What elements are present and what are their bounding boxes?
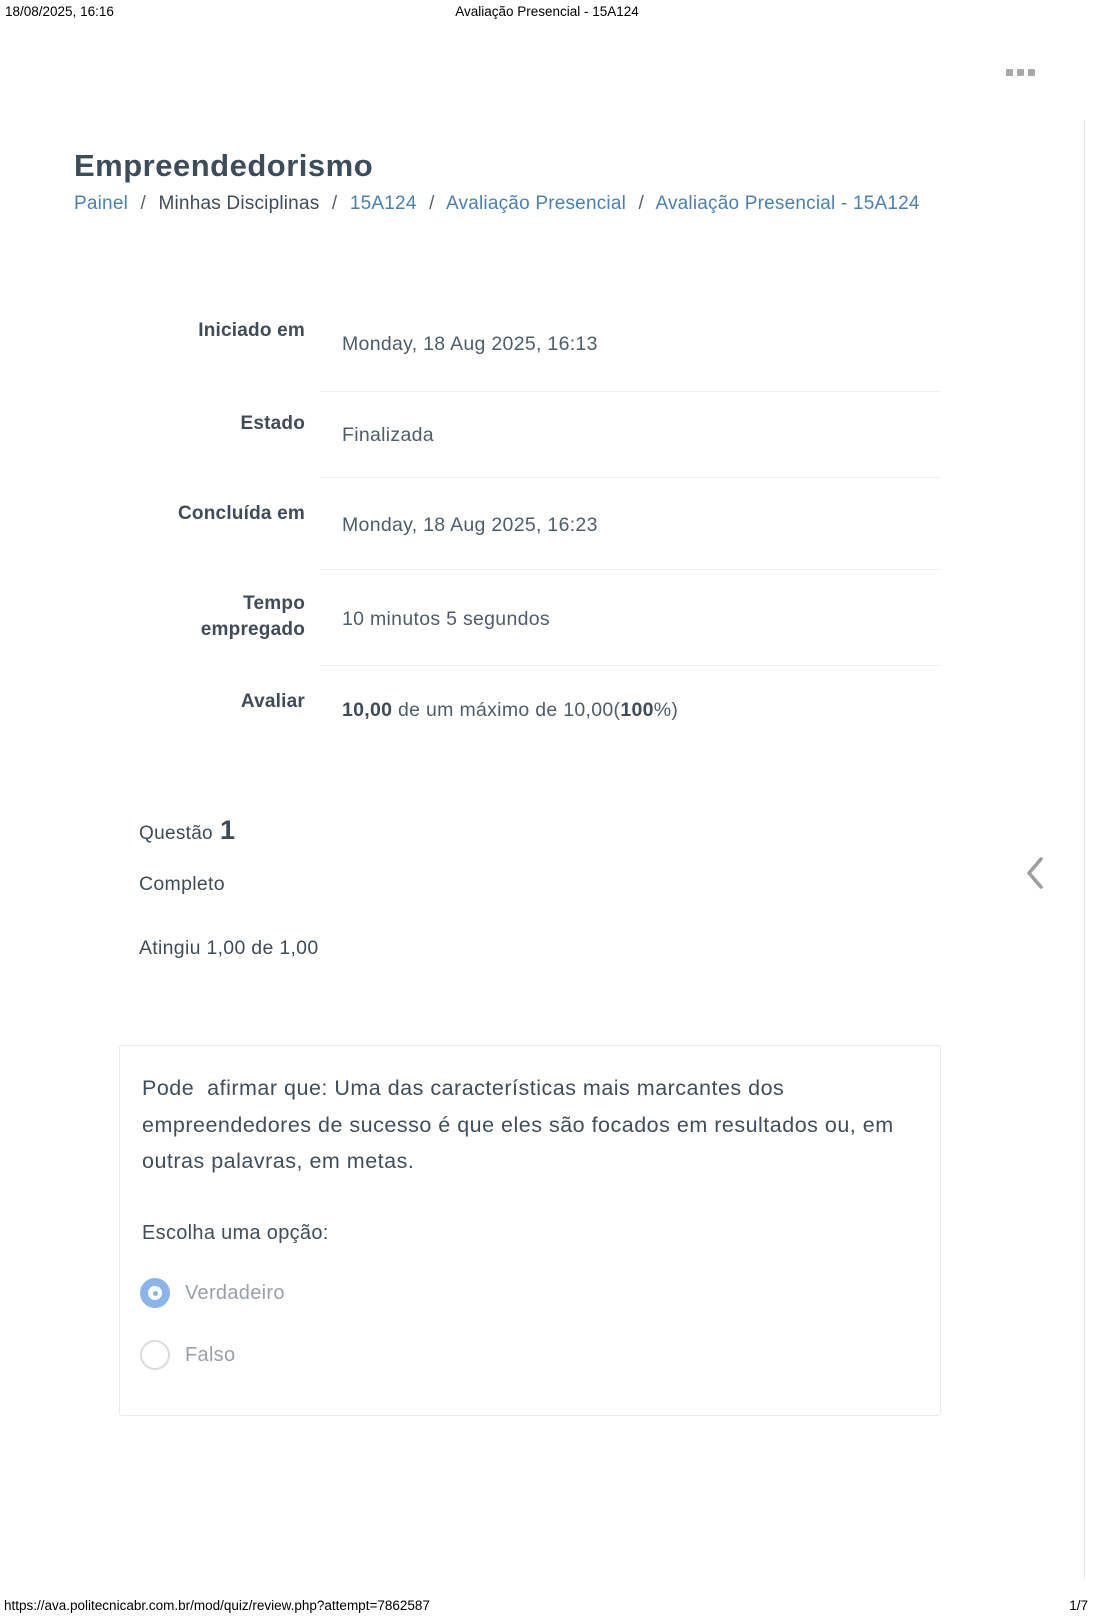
question-box: [119, 1045, 941, 1416]
breadcrumb-link-painel[interactable]: Painel: [74, 193, 129, 214]
summary-value-estado: Finalizada: [342, 424, 434, 446]
summary-value-avaliar: 10,00 de um máximo de 10,00(100%): [342, 699, 679, 721]
question-number: 1: [219, 815, 235, 845]
summary-label-concluida-em: Concluída em: [178, 503, 305, 524]
breadcrumb-link-avaliacao-presencial-15a124[interactable]: Avaliação Presencial - 15A124: [655, 193, 920, 214]
answer-prompt: Escolha uma opção:: [142, 1222, 329, 1244]
ellipsis-menu-icon[interactable]: [1006, 69, 1035, 76]
breadcrumb-separator: /: [140, 193, 146, 214]
breadcrumb-separator: /: [638, 193, 644, 214]
print-header-title: Avaliação Presencial - 15A124: [455, 4, 639, 19]
question-word: Questão: [139, 823, 213, 844]
summary-divider: [320, 569, 941, 570]
grade-percent: 100: [620, 699, 654, 721]
question-grade: Atingiu 1,00 de 1,00: [139, 937, 319, 959]
breadcrumb-separator: /: [429, 193, 435, 214]
breadcrumb-separator: /: [331, 193, 338, 214]
summary-divider: [320, 665, 941, 666]
summary-value-concluida-em: Monday, 18 Aug 2025, 16:23: [342, 514, 598, 536]
breadcrumb-link-avaliacao-presencial[interactable]: Avaliação Presencial: [446, 193, 627, 214]
prev-question-button[interactable]: [1022, 853, 1048, 893]
option-verdadeiro[interactable]: [140, 1278, 285, 1308]
summary-label-tempo-empregado: Tempo empregado: [200, 593, 305, 640]
dot: [1017, 69, 1024, 76]
print-header-datetime: 18/08/2025, 16:16: [5, 4, 114, 19]
option-verdadeiro-label[interactable]: Verdadeiro: [185, 1281, 285, 1304]
question-state: Completo: [139, 873, 225, 895]
breadcrumb-item-minhas-disciplinas: Minhas Disciplinas: [158, 193, 320, 214]
dot: [1006, 69, 1013, 76]
right-panel-divider: [1084, 120, 1085, 1580]
breadcrumb-link-15a124[interactable]: 15A124: [349, 193, 417, 214]
breadcrumb: [74, 193, 920, 215]
summary-label-estado: Estado: [240, 413, 305, 434]
summary-value-tempo-empregado: 10 minutos 5 segundos: [342, 608, 550, 630]
summary-divider: [320, 477, 941, 478]
print-footer-url: https://ava.politecnicabr.com.br/mod/quiz/review.php?attempt=7862587: [4, 1598, 430, 1613]
radio-verdadeiro-selected[interactable]: [140, 1278, 170, 1308]
question-text: Pode afirmar que: Uma das características mais marcantes dos empreendedores de sucesso é que eles são focados em resultados ou, em outras palavras, em metas.: [142, 1076, 901, 1173]
summary-label-avaliar: Avaliar: [240, 691, 305, 712]
print-footer-page-number: 1/7: [1069, 1598, 1088, 1613]
radio-falso-unselected[interactable]: [140, 1340, 170, 1370]
option-falso[interactable]: [140, 1340, 235, 1370]
summary-label-iniciado-em: Iniciado em: [198, 320, 305, 341]
dot: [1028, 69, 1035, 76]
question-number-heading: [139, 815, 235, 846]
page-title: Empreendedorismo: [74, 148, 374, 183]
summary-divider: [320, 391, 941, 392]
summary-value-iniciado-em: Monday, 18 Aug 2025, 16:13: [342, 333, 598, 355]
grade-score: 10,00: [342, 699, 393, 721]
option-falso-label[interactable]: Falso: [185, 1343, 236, 1366]
chevron-left-icon: [1022, 853, 1048, 893]
